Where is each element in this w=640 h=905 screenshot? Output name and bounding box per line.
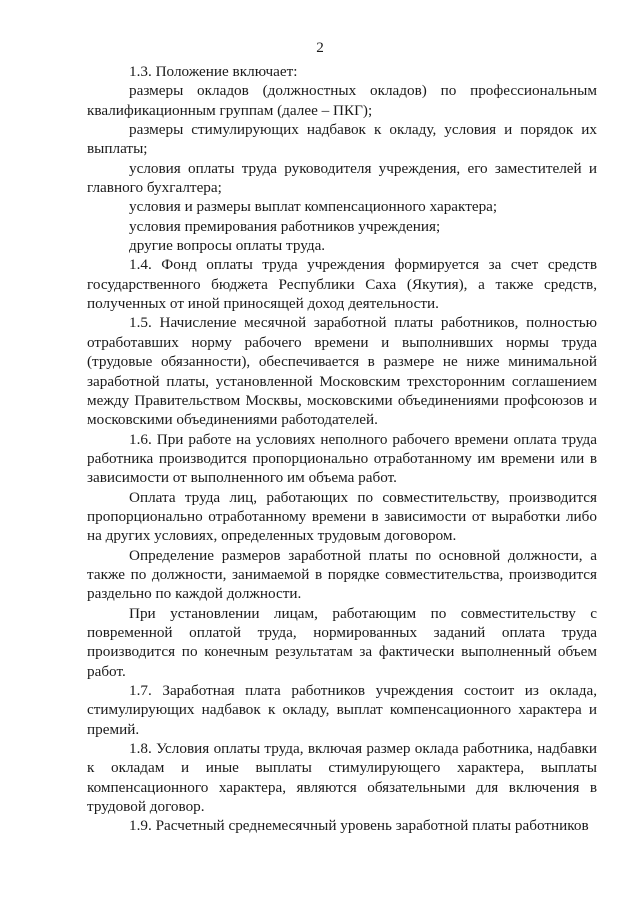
paragraph-1-5: 1.5. Начисление месячной заработной платы работников, полностью отработавших норму рабочего времени и выполнивших нормы труда (трудовые обязанности), обеспечивается в размере не ниже минимальной заработной платы, установленной Московским трехсторонним соглашением между Правительством Москвы, московскими объединениями профсоюзов и московскими объединениями работодателей. bbox=[87, 314, 597, 429]
paragraph-part-time-pay: Оплата труда лиц, работающих по совместительству, производится пропорционально отработанному времени в зависимости от выработки либо на других условиях, определенных трудовым договором. bbox=[87, 488, 597, 545]
paragraph-1-9: 1.9. Расчетный среднемесячный уровень заработной платы работников bbox=[129, 817, 589, 835]
paragraph-1-6: 1.6. При работе на условиях неполного рабочего времени оплата труда работника производится пропорционально отработанному им времени или в зависимости от выполненного им объема работ. bbox=[87, 430, 597, 487]
list-item-compensation-payments: условия и размеры выплат компенсационного характера; bbox=[129, 198, 498, 216]
paragraph-1-7: 1.7. Заработная плата работников учреждения состоит из оклада, стимулирующих надбавок к окладу, выплат компенсационного характера и премий. bbox=[87, 682, 597, 738]
paragraph-salary-determination: Определение размеров заработной платы по основной должности, а также по должности, занимаемой в порядке совместительства, производится раздельно по каждой должности. bbox=[87, 546, 597, 603]
list-item-salary-sizes: размеры окладов (должностных окладов) по профессиональным квалификационным группам (далее – ПКГ); bbox=[87, 82, 597, 119]
list-item-other-questions: другие вопросы оплаты труда. bbox=[129, 237, 326, 255]
paragraph-1-4: 1.4. Фонд оплаты труда учреждения формируется за счет средств государственного бюджета Республики Саха (Якутия), а также средств, полученных от иной приносящей доход деятельности. bbox=[87, 256, 597, 313]
list-item-incentive-allowances: размеры стимулирующих надбавок к окладу, условия и порядок их выплаты; bbox=[87, 121, 597, 158]
paragraph-standardized-tasks: При установлении лицам, работающим по совместительству с повременной оплатой труда, нормированных заданий оплата труда производится по конечным результатам за фактически выполненный объем работ. bbox=[87, 604, 597, 680]
list-item-bonuses: условия премирования работников учреждения; bbox=[129, 217, 441, 235]
paragraph-1-3: 1.3. Положение включает: bbox=[129, 63, 298, 80]
document-body bbox=[87, 62, 597, 836]
paragraph-1-8: 1.8. Условия оплаты труда, включая размер оклада работника, надбавки к окладам и иные выплаты стимулирующего характера, выплаты компенсационного характера, являются обязательными для включения в трудовой договор. bbox=[87, 740, 597, 816]
list-item-management-pay: условия оплаты труда руководителя учреждения, его заместителей и главного бухгалтера; bbox=[87, 159, 597, 197]
page-number: 2 bbox=[316, 39, 324, 56]
